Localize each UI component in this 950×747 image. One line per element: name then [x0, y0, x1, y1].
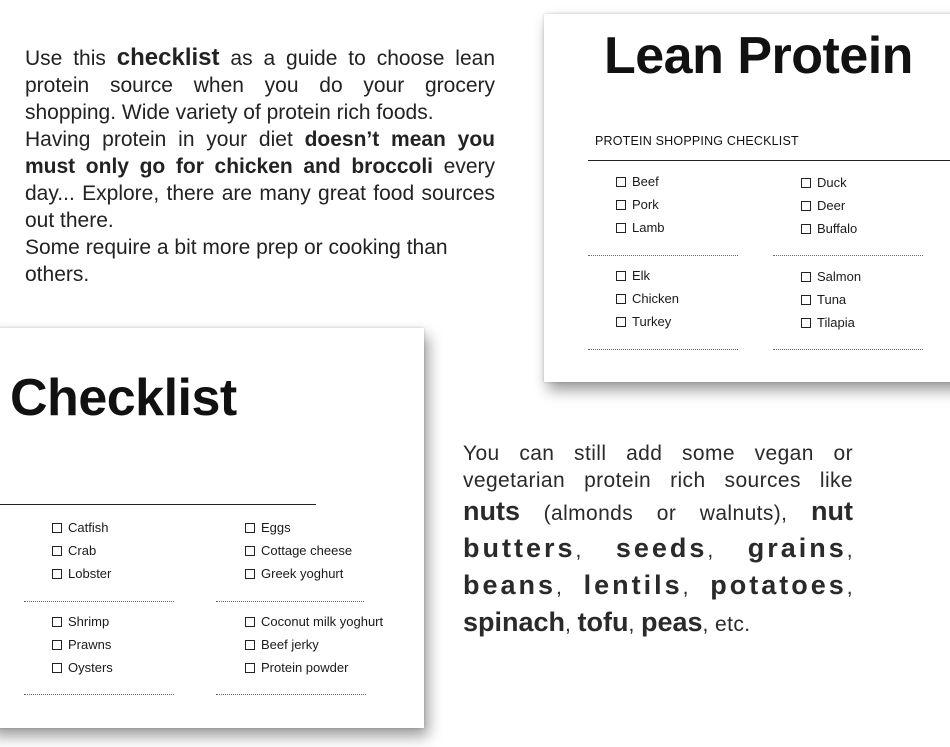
checkbox[interactable]	[52, 546, 62, 556]
item-label: Tilapia	[817, 315, 855, 330]
etc-text: etc.	[715, 613, 751, 636]
checkbox[interactable]	[245, 546, 255, 556]
lean-protein-title: Lean Protein	[604, 27, 913, 85]
checklist-group	[801, 171, 857, 240]
intro-p2-start: Having protein in your diet	[25, 128, 305, 151]
checkbox[interactable]	[245, 663, 255, 673]
checklist-item[interactable]	[616, 216, 665, 239]
intro-p2-end: every day... Explore, there are many great food sources out there.	[25, 155, 495, 232]
outro-line-5: beans, lentils, potatoes,	[463, 570, 853, 600]
checkbox[interactable]	[801, 272, 811, 282]
nut-bold: nut	[811, 496, 853, 526]
dotted-divider	[588, 255, 738, 256]
title-rule	[0, 504, 316, 505]
checkbox[interactable]	[245, 569, 255, 579]
item-label: Coconut milk yoghurt	[261, 614, 384, 629]
item-label: Beef	[632, 174, 659, 189]
checklist-item[interactable]	[245, 633, 383, 656]
checkbox[interactable]	[616, 271, 626, 281]
checklist-item[interactable]	[52, 633, 113, 656]
checklist-group	[245, 610, 383, 679]
checklist-subtitle: PROTEIN SHOPPING CHECKLIST	[595, 134, 799, 148]
checkbox[interactable]	[245, 523, 255, 533]
intro-p2-bold: doesn’t mean you must only go for chicken and broccoli	[25, 128, 495, 178]
checklist-title: Checklist	[10, 369, 237, 427]
item-label: Pork	[632, 197, 659, 212]
checklist-item[interactable]	[801, 194, 857, 217]
item-label: Greek yoghurt	[261, 566, 344, 581]
checklist-item[interactable]	[245, 516, 352, 539]
dotted-divider	[24, 601, 174, 602]
checkbox[interactable]	[801, 178, 811, 188]
title-rule	[588, 160, 950, 161]
intro-paragraph-1	[25, 44, 495, 126]
checklist-item[interactable]	[52, 656, 113, 679]
checklist-item[interactable]	[52, 562, 111, 585]
intro-checklist-bold: checklist	[116, 44, 220, 71]
item-label: Turkey	[632, 314, 672, 329]
checklist-item[interactable]	[616, 170, 665, 193]
item-label: Beef jerky	[261, 637, 319, 652]
grains-bold: grains	[747, 533, 847, 563]
checklist-item[interactable]	[801, 265, 861, 288]
checklist-item[interactable]	[801, 288, 861, 311]
item-label: Shrimp	[68, 614, 110, 629]
dotted-divider	[773, 349, 923, 350]
item-label: Protein powder	[261, 660, 349, 675]
checkbox[interactable]	[52, 617, 62, 627]
checklist-group	[616, 170, 665, 239]
item-label: Oysters	[68, 660, 113, 675]
intro-p1-end: as a guide to choose lean protein source when you do your grocery shopping. Wide variety of protein rich foods.	[25, 47, 495, 124]
checkbox[interactable]	[616, 200, 626, 210]
item-label: Salmon	[817, 269, 862, 284]
checkbox[interactable]	[52, 523, 62, 533]
checklist-item[interactable]	[245, 539, 352, 562]
item-label: Cottage cheese	[261, 543, 353, 558]
checklist-item[interactable]	[616, 287, 679, 310]
checklist-item[interactable]	[616, 310, 679, 333]
checklist-card	[0, 328, 424, 728]
butters-bold: butters	[463, 533, 576, 563]
dotted-divider	[773, 255, 923, 256]
checklist-item[interactable]	[616, 193, 665, 216]
checklist-item[interactable]	[245, 610, 383, 633]
seeds-bold: seeds	[615, 533, 708, 563]
intro-text	[25, 44, 495, 288]
checklist-item[interactable]	[245, 656, 383, 679]
checklist-group	[52, 516, 111, 585]
item-label: Duck	[817, 175, 847, 190]
nuts-bold: nuts	[463, 496, 520, 526]
item-label: Lobster	[68, 566, 112, 581]
intro-paragraph-3: Some require a bit more prep or cooking than others.	[25, 236, 448, 286]
checklist-group	[245, 516, 352, 585]
item-label: Buffalo	[817, 221, 858, 236]
dotted-divider	[216, 694, 366, 695]
checkbox[interactable]	[52, 663, 62, 673]
outro-line-1: You can still add some vegan or	[463, 442, 853, 465]
intro-paragraph-2	[25, 126, 495, 234]
dotted-divider	[588, 349, 738, 350]
item-label: Lamb	[632, 220, 665, 235]
item-label: Eggs	[261, 520, 291, 535]
checkbox[interactable]	[616, 223, 626, 233]
item-label: Chicken	[632, 291, 679, 306]
checklist-item[interactable]	[801, 217, 857, 240]
item-label: Catfish	[68, 520, 109, 535]
dotted-divider	[24, 694, 174, 695]
vegan-sources-text	[463, 440, 853, 642]
item-label: Prawns	[68, 637, 112, 652]
spinach-bold: spinach	[463, 607, 566, 637]
item-label: Elk	[632, 268, 651, 283]
checklist-item[interactable]	[616, 264, 679, 287]
outro-line-4: butters, seeds, grains,	[463, 533, 853, 563]
checklist-item[interactable]	[52, 539, 111, 562]
checklist-group	[616, 264, 679, 333]
item-label: Deer	[817, 198, 846, 213]
peas-bold: peas	[640, 607, 703, 637]
outro-line-3	[463, 494, 853, 531]
checkbox[interactable]	[801, 201, 811, 211]
outro-line-2: vegetarian protein rich sources like	[463, 469, 853, 492]
checklist-group	[52, 610, 113, 679]
dotted-divider	[216, 601, 364, 602]
almonds-text: (almonds or walnuts),	[543, 502, 788, 525]
item-label: Crab	[68, 543, 97, 558]
checkbox[interactable]	[616, 317, 626, 327]
checkbox[interactable]	[616, 177, 626, 187]
checklist-item[interactable]	[52, 610, 113, 633]
checklist-item[interactable]	[801, 311, 861, 334]
checkbox[interactable]	[52, 569, 62, 579]
intro-p1-start: Use this	[25, 47, 117, 70]
checklist-item[interactable]	[801, 171, 857, 194]
checkbox[interactable]	[52, 640, 62, 650]
checkbox[interactable]	[801, 295, 811, 305]
lentils-bold: lentils	[583, 570, 683, 600]
lean-protein-card	[544, 14, 950, 382]
checklist-item[interactable]	[52, 516, 111, 539]
beans-bold: beans	[463, 570, 557, 600]
checkbox[interactable]	[245, 640, 255, 650]
checklist-group	[801, 265, 861, 334]
checkbox[interactable]	[801, 224, 811, 234]
checkbox[interactable]	[801, 318, 811, 328]
checkbox[interactable]	[245, 617, 255, 627]
outro-line-6: spinach, tofu, peas, etc.	[463, 607, 751, 637]
item-label: Tuna	[817, 292, 847, 307]
tofu-bold: tofu	[577, 607, 629, 637]
checklist-item[interactable]	[245, 562, 352, 585]
checkbox[interactable]	[616, 294, 626, 304]
potatoes-bold: potatoes	[710, 570, 847, 600]
